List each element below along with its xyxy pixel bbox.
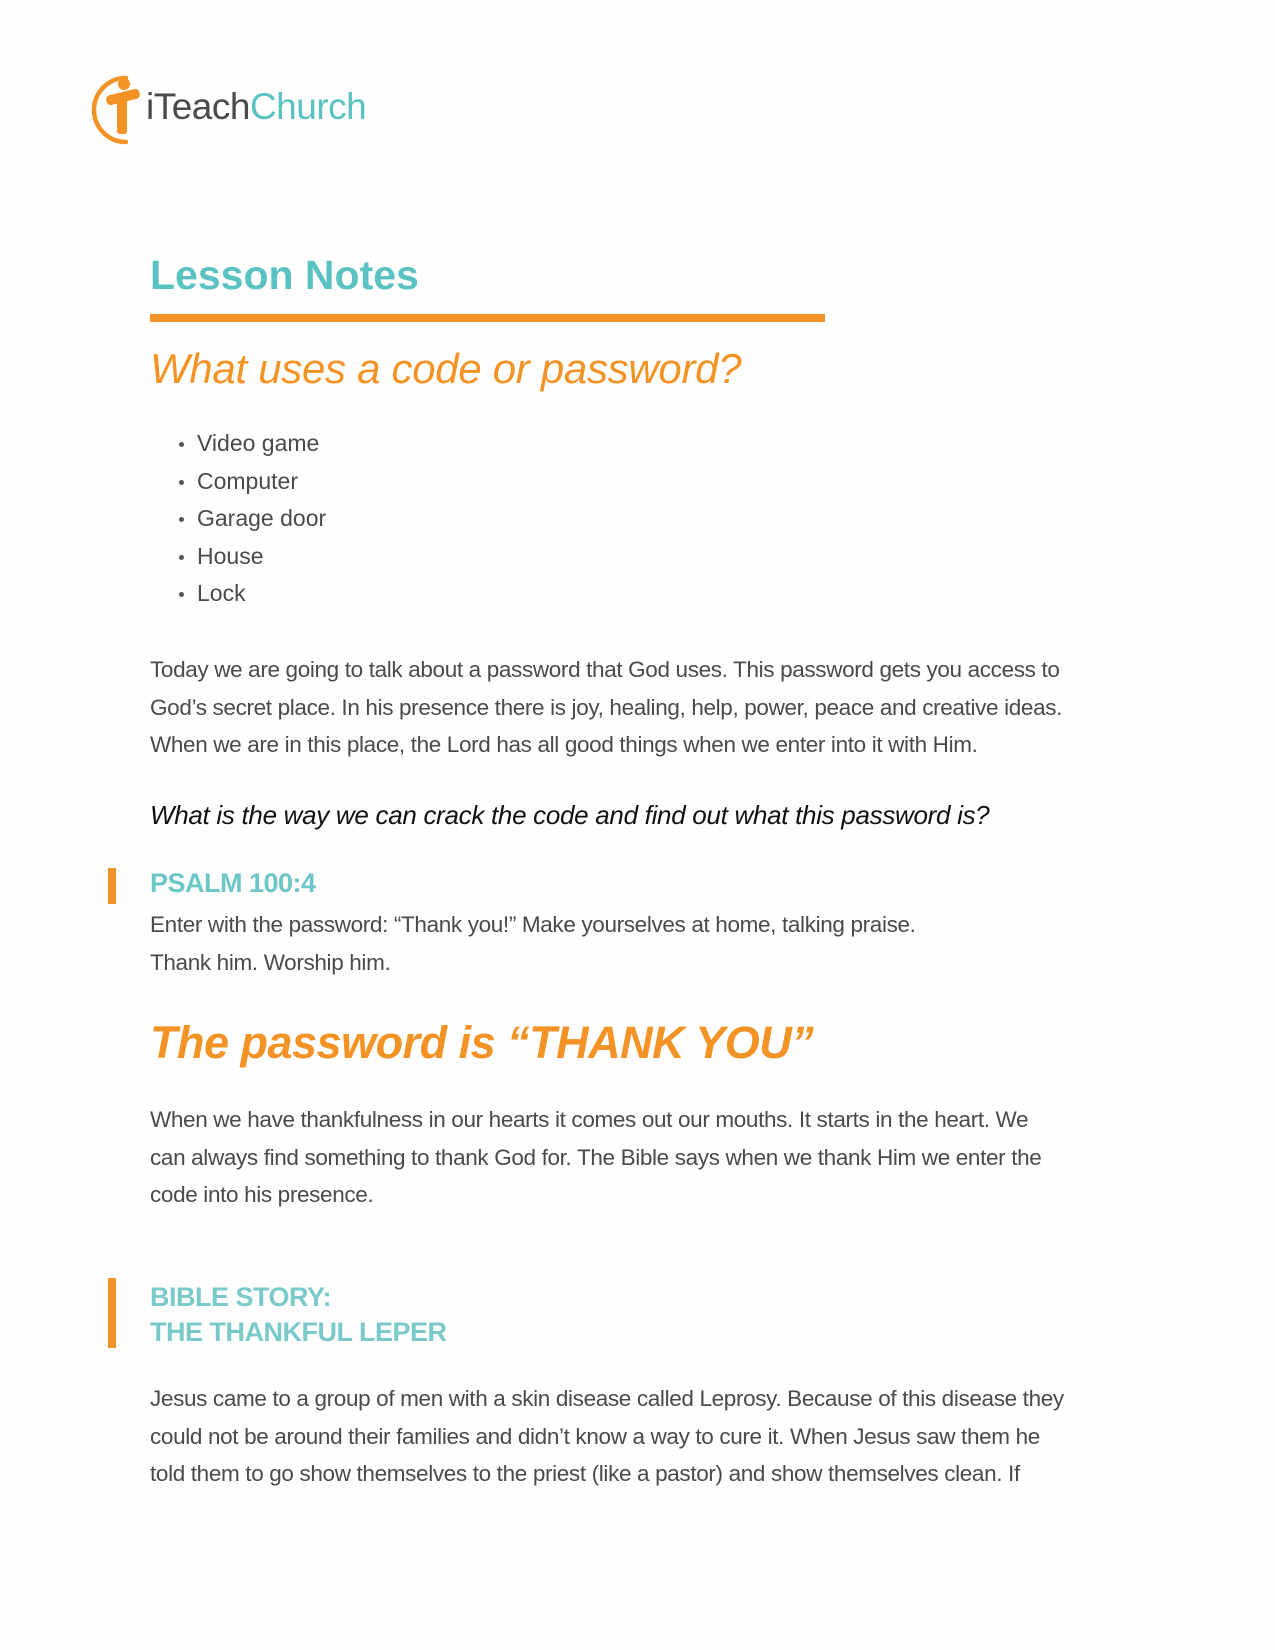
logo-wordmark	[146, 86, 366, 128]
scripture-reference: PSALM 100:4	[150, 868, 316, 898]
page-title: Lesson Notes	[150, 252, 419, 298]
bible-story-accent-bar	[108, 1278, 116, 1348]
list-item-text: Garage door	[197, 505, 327, 531]
bullet-list	[178, 425, 326, 613]
intro-paragraph	[150, 651, 1150, 764]
bullet-icon	[179, 592, 184, 597]
logo-text-church: Church	[249, 86, 367, 127]
paragraph-line: can always find something to thank God for. The Bible says when we thank Him we enter the	[150, 1144, 1042, 1170]
paragraph-line: code into his presence.	[150, 1182, 374, 1207]
scripture-text	[150, 906, 916, 981]
list-item	[178, 538, 326, 576]
bible-story-label	[150, 1280, 447, 1350]
bible-story-paragraph	[150, 1380, 1150, 1493]
title-divider	[150, 314, 825, 322]
paragraph-line: When we are in this place, the Lord has all good things when we enter into it with Him.	[150, 732, 978, 757]
list-item	[178, 463, 326, 501]
bullet-icon	[179, 442, 184, 447]
thankfulness-paragraph	[150, 1101, 1150, 1214]
list-item-text: Video game	[197, 430, 320, 456]
paragraph-line: could not be around their families and didn’t know a way to cure it. When Jesus saw them he	[150, 1423, 1040, 1449]
paragraph-line: Jesus came to a group of men with a skin disease called Leprosy. Because of this disease they	[150, 1386, 1064, 1411]
bullet-icon	[179, 555, 184, 560]
paragraph-line: God’s secret place. In his presence there is joy, healing, help, power, peace and creative ideas.	[150, 694, 1063, 720]
bullet-icon	[179, 517, 184, 522]
list-item	[178, 425, 326, 463]
logo-text-iteach: iTeach	[146, 86, 250, 127]
list-item-text: House	[197, 542, 264, 569]
key-question: What is the way we can crack the code and find out what this password is?	[150, 800, 990, 830]
paragraph-line: told them to go show themselves to the priest (like a pastor) and show themselves clean. If	[150, 1461, 1020, 1486]
scripture-line: Enter with the password: “Thank you!” Make yourselves at home, talking praise.	[150, 912, 916, 937]
cross-person-logo-icon	[86, 72, 146, 148]
bible-story-label-line1: BIBLE STORY:	[150, 1282, 332, 1312]
paragraph-line: Today we are going to talk about a password that God uses. This password gets you access to	[150, 657, 1060, 682]
logo	[86, 72, 406, 148]
paragraph-line: When we have thankfulness in our hearts it comes out our mouths. It starts in the heart. We	[150, 1107, 1029, 1132]
section-heading-code: What uses a code or password?	[150, 345, 742, 392]
scripture-accent-bar	[108, 868, 116, 904]
list-item	[178, 575, 326, 613]
password-heading: The password is “THANK YOU”	[150, 1017, 814, 1068]
bible-story-title: THE THANKFUL LEPER	[150, 1317, 447, 1347]
bullet-icon	[179, 480, 184, 485]
list-item-text: Lock	[197, 580, 246, 606]
list-item-text: Computer	[197, 467, 298, 494]
list-item	[178, 500, 326, 538]
scripture-line: Thank him. Worship him.	[150, 949, 391, 975]
